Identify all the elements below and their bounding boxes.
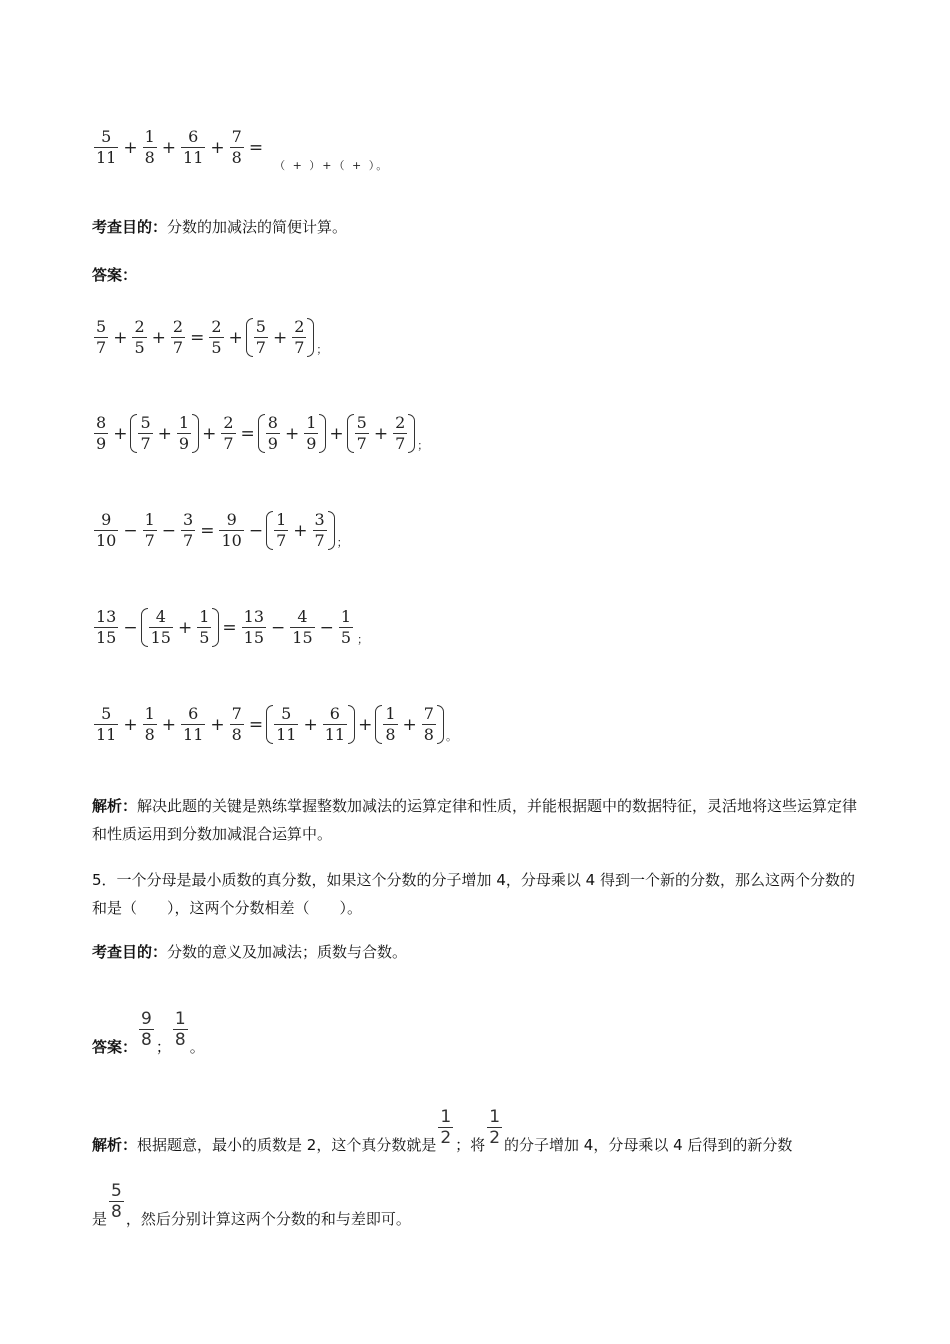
fraction: $\frac{5}{11}$ (96, 127, 117, 167)
q5-purpose: 考查目的：分数的意义及加减法；质数与合数。 (92, 943, 408, 961)
fraction: $\frac{6}{11}$ (183, 127, 204, 167)
fraction: $\frac{9}{8}$ (141, 1009, 152, 1050)
fraction: $\frac{1}{2}$ (489, 1107, 501, 1148)
answer-equation-5: $\frac{5}{11}$ + $\frac{1}{8}$ + $\frac{6}{11}$ + $\frac{7}{8}$ = $\frac{5}{11}$ + $\frac{6}{11}$ + $\frac{1}{8}$ + $\frac{7}{8}$ 。 (96, 704, 457, 744)
expression-top: $\frac{5}{11}$ + $\frac{1}{8}$ + $\frac{6}{11}$ + $\frac{7}{8}$ = （ + ）+（ + ）。 (96, 127, 390, 172)
answer-equation-2: $\frac{8}{9}$ + $\frac{5}{7}$ + $\frac{1}{9}$ + $\frac{2}{7}$ = $\frac{8}{9}$ + $\frac{1}{9}$ + $\frac{5}{7}$ + $\frac{2}{7}$ ； (96, 413, 429, 453)
fraction: $\frac{1}{2}$ (440, 1107, 452, 1148)
question-5: 5．一个分母是最小质数的真分数，如果这个分数的分子增加 4，分母乘以 4 得到一个新的分数，那么这两个分数的和是（ ），这两个分数相差（ ）。 (92, 871, 855, 917)
fraction: $\frac{1}{8}$ (174, 1009, 186, 1050)
fraction: $\frac{5}{8}$ (111, 1181, 122, 1222)
q5-answer: 答案： $\frac{9}{8}$ ； $\frac{1}{8}$ 。 (92, 1009, 205, 1056)
blank-tail: （ + ）+（ + ）。 (274, 159, 390, 172)
answer-equation-1: $\frac{5}{7}$ + $\frac{2}{5}$ + $\frac{2}{7}$ = $\frac{2}{5}$ + $\frac{5}{7}$ + $\frac{2}{7}$ ； (96, 317, 328, 357)
q4-purpose: 考查目的：分数的加减法的简便计算。 (92, 218, 348, 236)
q5-analysis-line1: 解析：根据题意，最小的质数是 2，这个真分数就是 $\frac{1}{2}$ ；将 $\frac{1}{2}$ 的分子增加 4，分母乘以 4 后得到的新分数 (92, 1107, 793, 1154)
fraction: $\frac{1}{8}$ (144, 127, 155, 167)
q5-analysis-line2: 是 $\frac{5}{8}$ ，然后分别计算这两个分数的和与差即可。 (92, 1181, 411, 1228)
answer-equation-4: $\frac{13}{15}$ − $\frac{4}{15}$ + $\frac{1}{5}$ = $\frac{13}{15}$ − $\frac{4}{15}$ − $\frac{1}{5}$ ； (96, 607, 369, 647)
q4-analysis: 解析：解决此题的关键是熟练掌握整数加减法的运算定律和性质，并能根据题中的数据特征，灵活地将这些运算定律和性质运用到分数加减混合运算中。 (92, 797, 858, 843)
answer-equation-3: $\frac{9}{10}$ − $\frac{1}{7}$ − $\frac{3}{7}$ = $\frac{9}{10}$ − $\frac{1}{7}$ + $\frac{3}{7}$ ； (96, 510, 348, 550)
q4-answer-label: 答案： (92, 266, 138, 284)
fraction: $\frac{7}{8}$ (231, 127, 242, 167)
